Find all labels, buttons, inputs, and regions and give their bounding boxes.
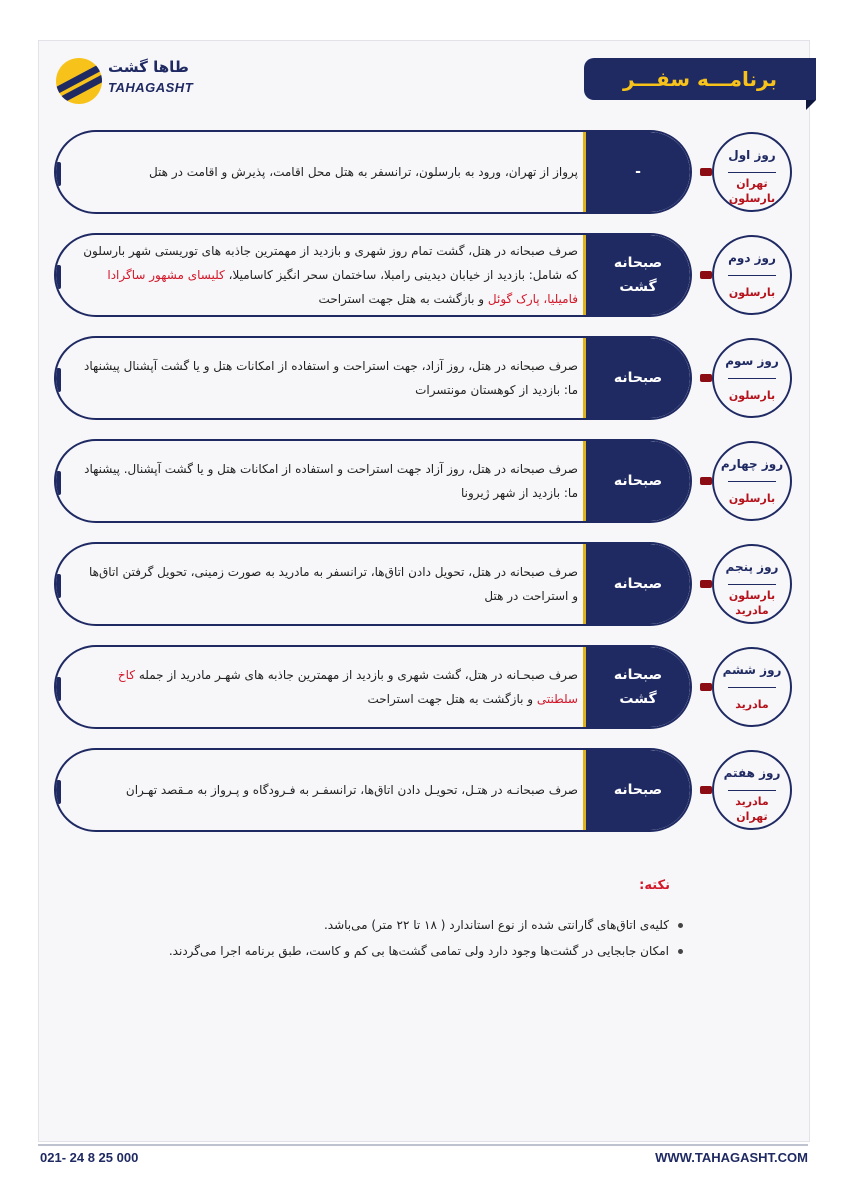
day-badge [712,750,792,830]
day-city: بارسلون [728,389,776,402]
day-description [82,235,578,315]
day-divider [728,584,776,585]
day-cities [716,388,788,403]
day-divider [728,481,776,482]
day-cities [716,176,788,206]
description-text: و بازگشت به هتل جهت استراحت [367,692,537,706]
day-name: روز ششم [722,663,782,677]
day-badge [712,647,792,727]
day-badge [712,132,792,212]
logo-english-text: TAHAGASHT [108,80,194,95]
description-text: صرف صبحانه در هتل، روز آزاد، جهت استراحت و استفاده از امکانات هتل و یا گشت آپشنال پیشنهاد ما: بازدید از کوهستان مونتسرات [84,359,578,397]
day-description-card [54,748,692,832]
footer-website: WWW.TAHAGASHT.COM [655,1150,808,1165]
card-edge-tab [55,471,61,495]
day-description [82,338,578,418]
description-text: صرف صبحانه در هتل، تحویل دادن اتاق‌ها، ترانسفر به مادرید به صورت زمینی، تحویل گرفتن اتاق‌ها و استراحت در هتل [89,565,578,603]
day-city: تهران [736,810,768,823]
row-connector [700,683,712,691]
note-item: امکان جابجایی در گشت‌ها وجود دارد ولی تمامی گشت‌ها بی کم و کاست، طبق برنامه اجرا می‌گردند. [83,938,683,964]
meal-label: - [583,132,690,212]
day-row [52,542,792,628]
day-city: مادرید [735,698,769,711]
highlight-text: کاخ سلطنتی [117,668,578,706]
description-text: صرف صبحانه در هتل، روز آزاد جهت استراحت و استفاده از امکانات هتل و یا گشت آپشنال. پیشنهاد ما: بازدید از شهر ژیرونا [84,462,578,500]
day-cities [716,794,788,824]
day-cities [716,491,788,506]
day-cities [716,588,788,618]
row-connector [700,271,712,279]
description-text: صرف صبحانه در هتل، گشت تمام روز شهری و بازدید از مهمترین جاذبه های توریستی شهر بارسلون که شامل: بازدید از خیابان دیدینی رامبلا، ساختمان سحر انگیز کاسامیلا، [83,244,578,282]
day-description-card [54,130,692,214]
day-description-card [54,233,692,317]
logo-sun-icon [56,58,102,104]
day-city: مادرید [735,795,769,808]
day-row [52,645,792,731]
footer-phone: 021- 24 8 25 000 [40,1150,139,1165]
note-title: نکته: [639,878,670,893]
description-text: صرف صبحـانه در هتل، گشت شهری و بازدید از مهمترین جاذبه های شهـر مادرید از جمله [135,668,578,682]
day-divider [728,378,776,379]
title-fold [806,100,816,110]
day-description-card [54,439,692,523]
day-divider [728,275,776,276]
card-edge-tab [55,574,61,598]
day-badge [712,544,792,624]
day-row [52,439,792,525]
day-badge [712,235,792,315]
row-connector [700,786,712,794]
day-city: تهران [736,177,768,190]
day-row [52,233,792,319]
day-badge [712,338,792,418]
day-name: روز دوم [728,251,776,265]
day-cities [716,697,788,712]
row-connector [700,477,712,485]
title-banner [584,58,816,110]
card-edge-tab [55,265,61,289]
day-cities [716,285,788,300]
day-name: روز اول [728,148,776,162]
row-connector [700,374,712,382]
day-name: روز سوم [725,354,779,368]
description-text: و بازگشت به هتل جهت استراحت [318,292,488,306]
day-row [52,130,792,216]
day-city: بارسلون [728,492,776,505]
day-city: بارسلون [728,286,776,299]
day-description-card [54,645,692,729]
note-item: کلیه‌ی اتاق‌های گارانتی شده از نوع استاندارد ( ۱۸ تا ۲۲ متر) می‌باشد. [83,912,683,938]
description-text: صرف صبحانـه در هتـل، تحویـل دادن اتاق‌ها، ترانسفـر به فـرودگاه و پـرواز به مـقصد تهـران [125,783,578,797]
day-divider [728,687,776,688]
meal-label: صبحانه [583,544,690,624]
logo-persian-text: طاها گشت [108,58,189,76]
day-description [82,132,578,212]
note-list [83,912,683,964]
row-connector [700,168,712,176]
day-badge [712,441,792,521]
day-description-card [54,542,692,626]
meal-label: صبحانه [583,441,690,521]
day-description [82,750,578,830]
day-row [52,336,792,422]
day-name: روز هفتم [723,766,781,780]
footer-divider [38,1144,808,1146]
card-edge-tab [55,368,61,392]
day-description [82,441,578,521]
day-row [52,748,792,834]
page-title: برنامـــه سفـــر [584,58,816,100]
card-edge-tab [55,780,61,804]
meal-label: صبحانه [583,338,690,418]
meal-label: صبحانه [583,750,690,830]
day-description [82,647,578,727]
row-connector [700,580,712,588]
card-edge-tab [55,162,61,186]
day-divider [728,172,776,173]
card-edge-tab [55,677,61,701]
day-city: مادرید [735,604,769,617]
meal-label: صبحانه گشت [583,647,690,727]
day-name: روز چهارم [720,457,784,471]
day-name: روز پنجم [725,560,779,574]
day-description [82,544,578,624]
highlight-text: کلیسای مشهور ساگرادا فامیلیا، پارک گوئل [107,268,578,306]
day-city: بارسلون [728,589,776,602]
day-city: بارسلون [728,192,776,205]
meal-label: صبحانه گشت [583,235,690,315]
day-divider [728,790,776,791]
day-description-card [54,336,692,420]
tahagasht-logo [50,56,194,104]
description-text: پرواز از تهران، ورود به بارسلون، ترانسفر به هتل محل اقامت، پذیرش و اقامت در هتل [148,165,578,179]
